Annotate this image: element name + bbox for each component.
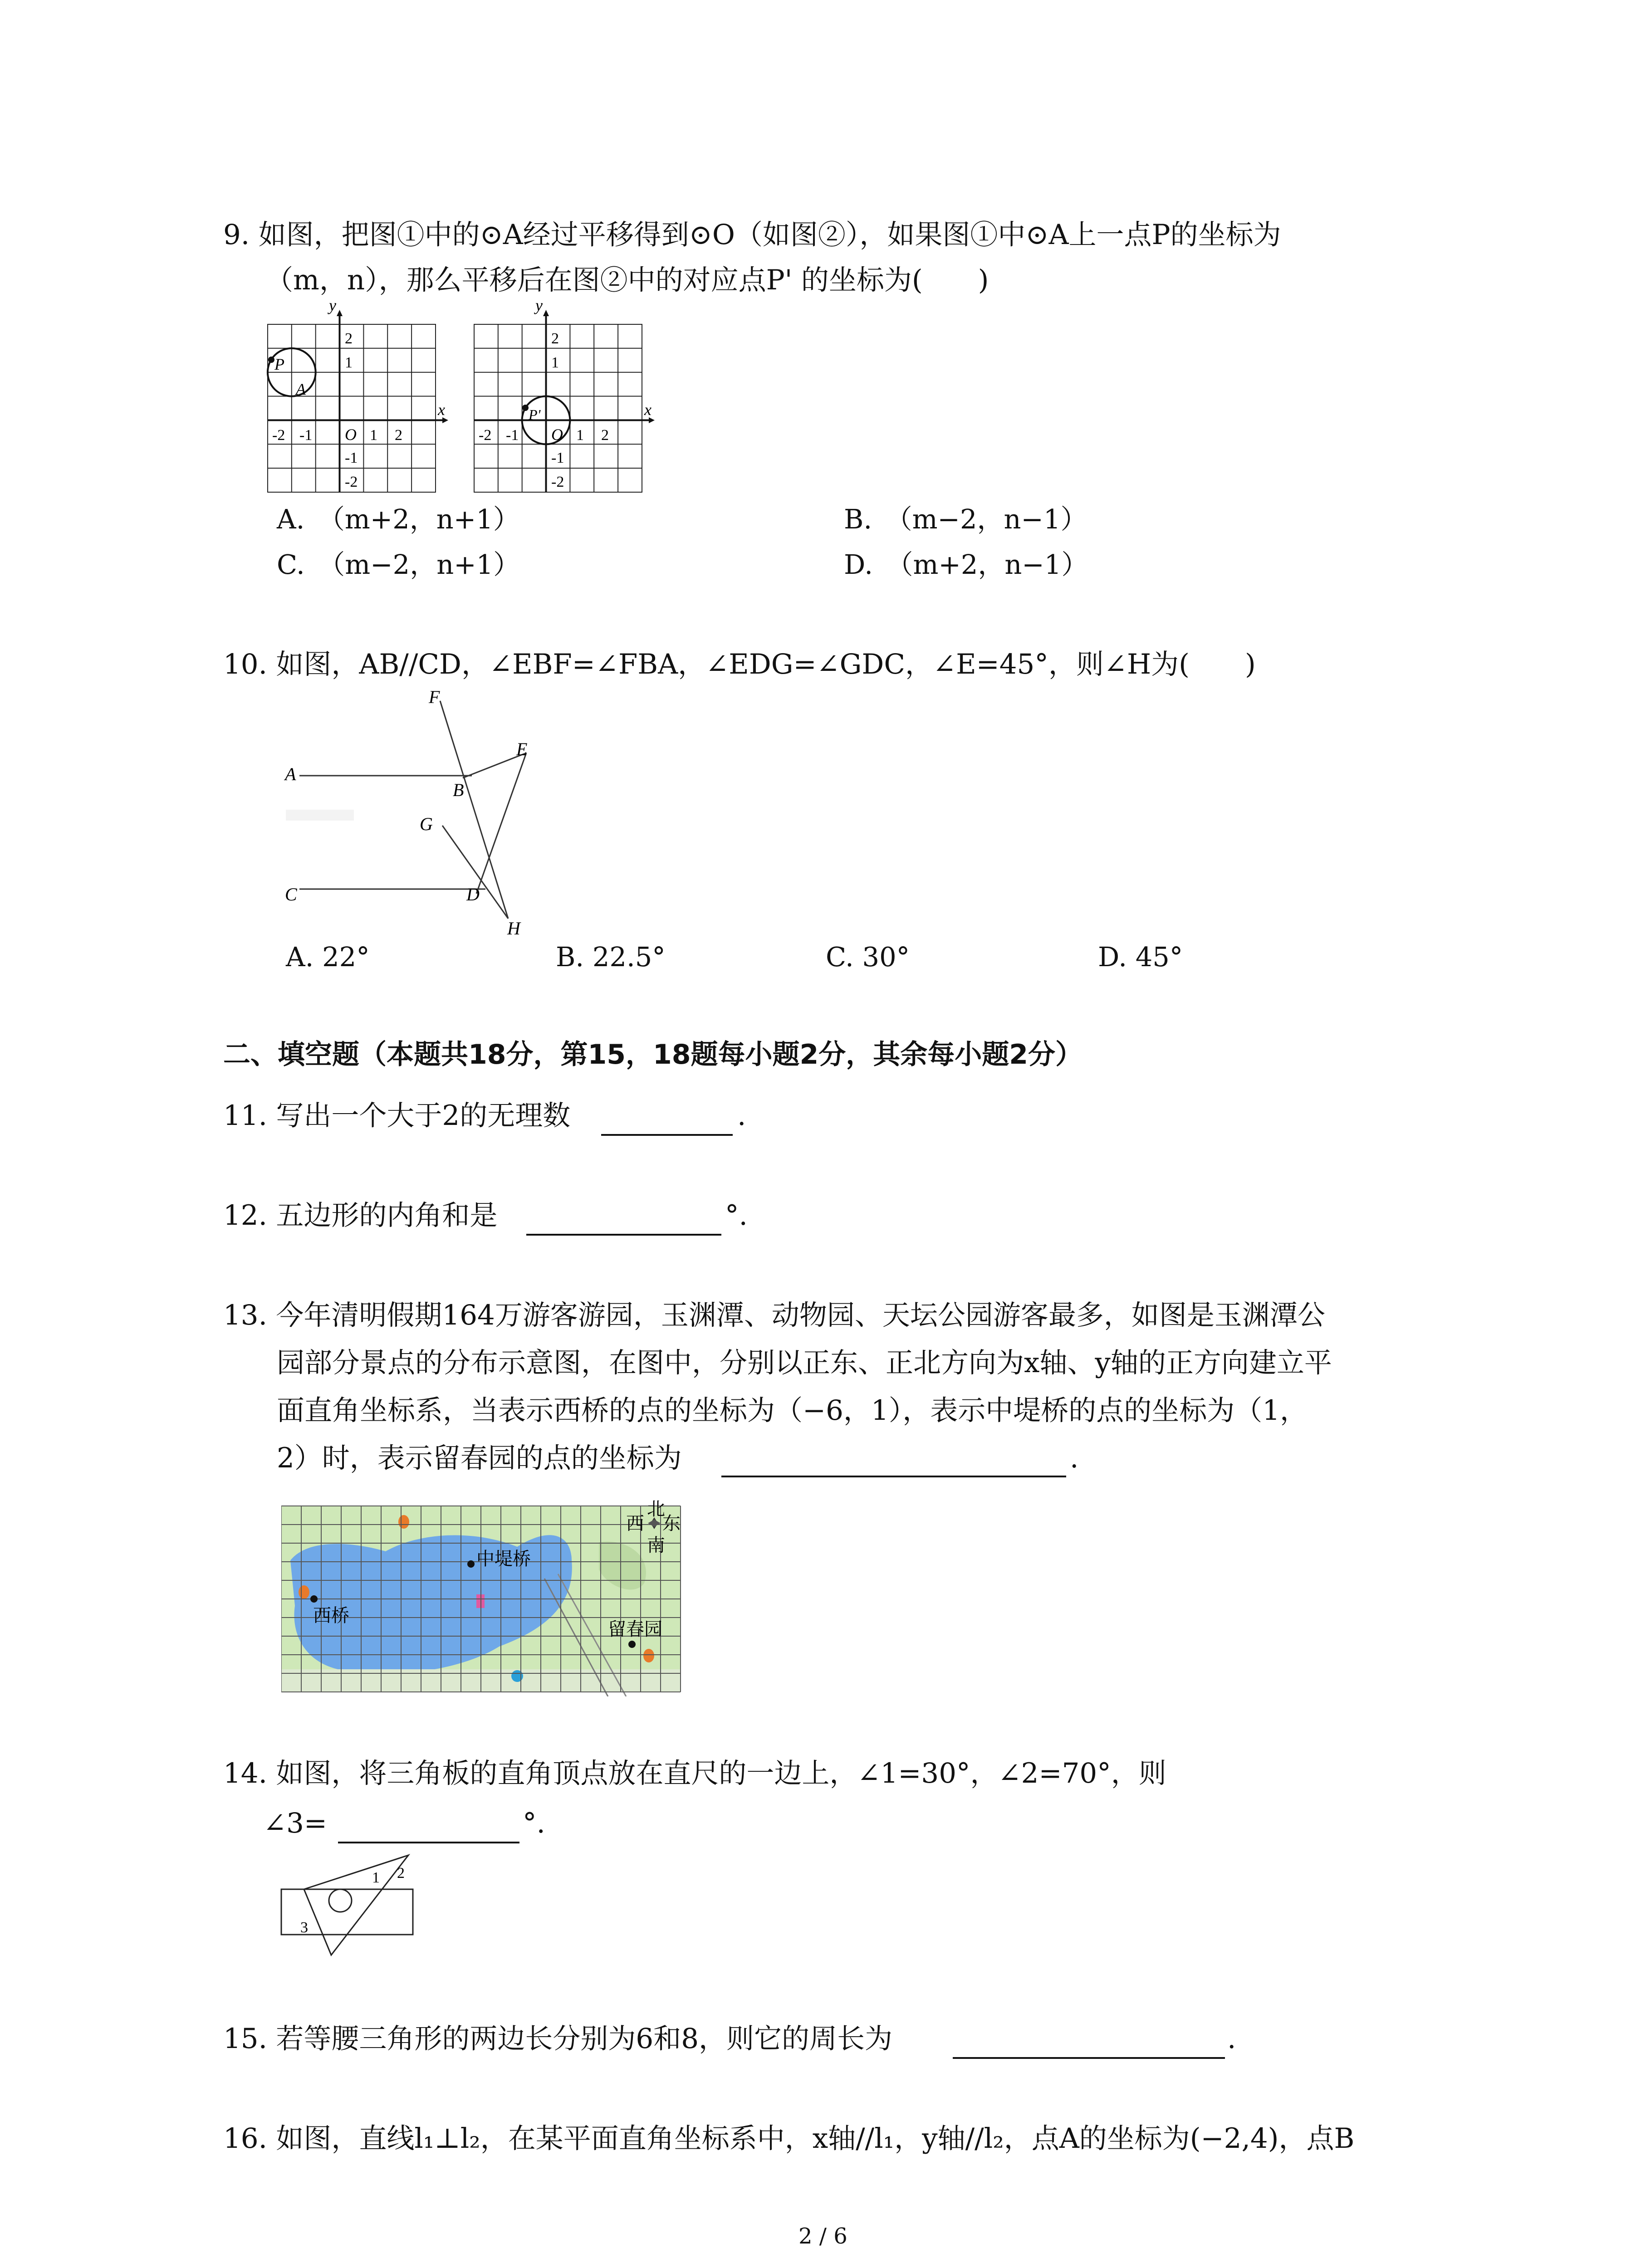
tick-y-1: 2 <box>345 330 353 347</box>
point-zhongdiqiao <box>467 1560 475 1568</box>
tick-x-3: 1 <box>576 427 584 444</box>
tick-x-3: 1 <box>370 427 377 444</box>
compass-west: 西 <box>626 1513 644 1534</box>
q14-answer-blank[interactable] <box>338 1810 519 1843</box>
q13-line-4: 2）时，表示留春园的点的坐标为 <box>277 1442 682 1474</box>
compass-east: 东 <box>662 1513 681 1534</box>
q15-tail: . <box>1227 2023 1236 2055</box>
x-label: x <box>644 401 652 419</box>
q10-option-b[interactable]: B. 22.5° <box>556 941 666 973</box>
q13-tail: . <box>1070 1442 1079 1474</box>
q13-line-2: 园部分景点的分布示意图，在图中，分别以正东、正北方向为x轴、y轴的正方向建立平 <box>277 1347 1332 1379</box>
tick-x-4: 2 <box>395 427 402 444</box>
line-gh <box>442 826 508 919</box>
q14-line-2: ∠3= <box>263 1807 328 1839</box>
q10-line-1: 10. 如图，AB//CD，∠EBF=∠FBA，∠EDG=∠GDC，∠E=45°，则∠H为( ) <box>223 648 1256 680</box>
q12-tail: °. <box>725 1199 748 1232</box>
label-h: H <box>507 918 520 937</box>
angle-2-label: 2 <box>397 1865 405 1882</box>
tick-y-1: 2 <box>551 330 559 347</box>
a-label: A <box>296 380 306 398</box>
p-label: P <box>274 355 284 373</box>
q16-text: 16. 如图，直线l₁⊥l₂，在某平面直角坐标系中，x轴//l₁，y轴//l₂，点A的坐标为(−2,4)，点B <box>223 2122 1355 2155</box>
q9-line-2: （m，n），那么平移后在图②中的对应点P' 的坐标为( ) <box>265 264 989 296</box>
tick-x-2: -1 <box>299 427 313 444</box>
q13-line-3: 面直角坐标系，当表示西桥的点的坐标为（−6，1），表示中堤桥的点的坐标为（1， <box>277 1394 1308 1427</box>
q10-option-d[interactable]: D. 45° <box>1098 941 1183 973</box>
point-xiqiao <box>310 1595 318 1603</box>
point-p-prime <box>522 405 529 411</box>
q12-text: 12. 五边形的内角和是 <box>223 1199 498 1232</box>
point-liuchunyuan <box>628 1641 636 1648</box>
q10-figure <box>272 683 563 937</box>
tick-y-4: -2 <box>345 474 358 490</box>
page-number: 2 / 6 <box>798 2224 847 2249</box>
tick-y-3: -1 <box>551 450 564 466</box>
q13-park-map <box>281 1497 690 1696</box>
q9-figure-2 <box>460 302 660 501</box>
tick-x-1: -2 <box>272 427 285 444</box>
label-c: C <box>285 884 297 904</box>
angle-3-label: 3 <box>300 1919 308 1936</box>
q14-line-1: 14. 如图，将三角板的直角顶点放在直尺的一边上，∠1=30°，∠2=70°，则 <box>223 1757 1166 1789</box>
q9-option-d[interactable]: D. （m+2，n−1） <box>844 549 1088 580</box>
section-2-heading: 二、填空题（本题共18分，第15，18题每小题2分，其余每小题2分） <box>223 1039 1083 1070</box>
p-prime-label: P' <box>529 406 541 423</box>
label-b: B <box>453 780 464 800</box>
label-e: E <box>516 739 528 759</box>
x-label: x <box>438 401 445 419</box>
q12-answer-blank[interactable] <box>526 1202 721 1236</box>
tick-y-2: 1 <box>551 354 559 371</box>
point-p <box>268 357 274 363</box>
q11-answer-blank[interactable] <box>601 1102 733 1136</box>
label-f: F <box>429 687 440 707</box>
q11-tail: . <box>737 1100 746 1132</box>
q13-answer-blank[interactable] <box>721 1444 1066 1477</box>
compass-south: 南 <box>647 1535 665 1555</box>
y-label: y <box>329 302 336 314</box>
label-d: D <box>466 884 480 904</box>
triangle-ruler <box>304 1855 408 1955</box>
tick-x-1: -2 <box>479 427 492 444</box>
q14-tail: °. <box>523 1807 545 1839</box>
q15-answer-blank[interactable] <box>953 2025 1225 2059</box>
label-zhongdiqiao: 中堤桥 <box>476 1549 531 1569</box>
y-label: y <box>535 302 543 314</box>
q9-figure-1 <box>254 302 454 501</box>
q15-text: 15. 若等腰三角形的两边长分别为6和8，则它的周长为 <box>223 2023 893 2055</box>
origin-label: O <box>551 425 563 444</box>
tick-y-3: -1 <box>345 450 358 466</box>
label-liuchunyuan: 留春园 <box>608 1619 662 1639</box>
tick-x-4: 2 <box>601 427 609 444</box>
q10-option-c[interactable]: C. 30° <box>826 941 910 973</box>
angle-1-label: 1 <box>372 1869 380 1886</box>
q10-option-a[interactable]: A. 22° <box>286 941 370 973</box>
origin-label: O <box>345 425 357 444</box>
tick-y-4: -2 <box>551 474 564 490</box>
line-ed <box>476 753 526 894</box>
q9-option-b[interactable]: B. （m−2，n−1） <box>844 503 1087 535</box>
compass-north: 北 <box>647 1499 665 1519</box>
q13-line-1: 13. 今年清明假期164万游客游园，玉渊潭、动物园、天坛公园游客最多，如图是玉渊潭公 <box>223 1299 1325 1331</box>
q9-option-a[interactable]: A. （m+2，n+1） <box>277 503 520 535</box>
q14-figure <box>272 1851 426 1964</box>
q9-option-c[interactable]: C. （m−2，n+1） <box>277 549 520 580</box>
q9-line-1: 9. 如图，把图①中的⊙A经过平移得到⊙O（如图②），如果图①中⊙A上一点P的坐标为 <box>223 219 1281 251</box>
tick-y-2: 1 <box>345 354 353 371</box>
label-xiqiao: 西桥 <box>313 1605 349 1626</box>
label-g: G <box>420 814 433 834</box>
label-a: A <box>285 764 296 784</box>
q11-text: 11. 写出一个大于2的无理数 <box>223 1100 571 1132</box>
tick-x-2: -1 <box>506 427 519 444</box>
